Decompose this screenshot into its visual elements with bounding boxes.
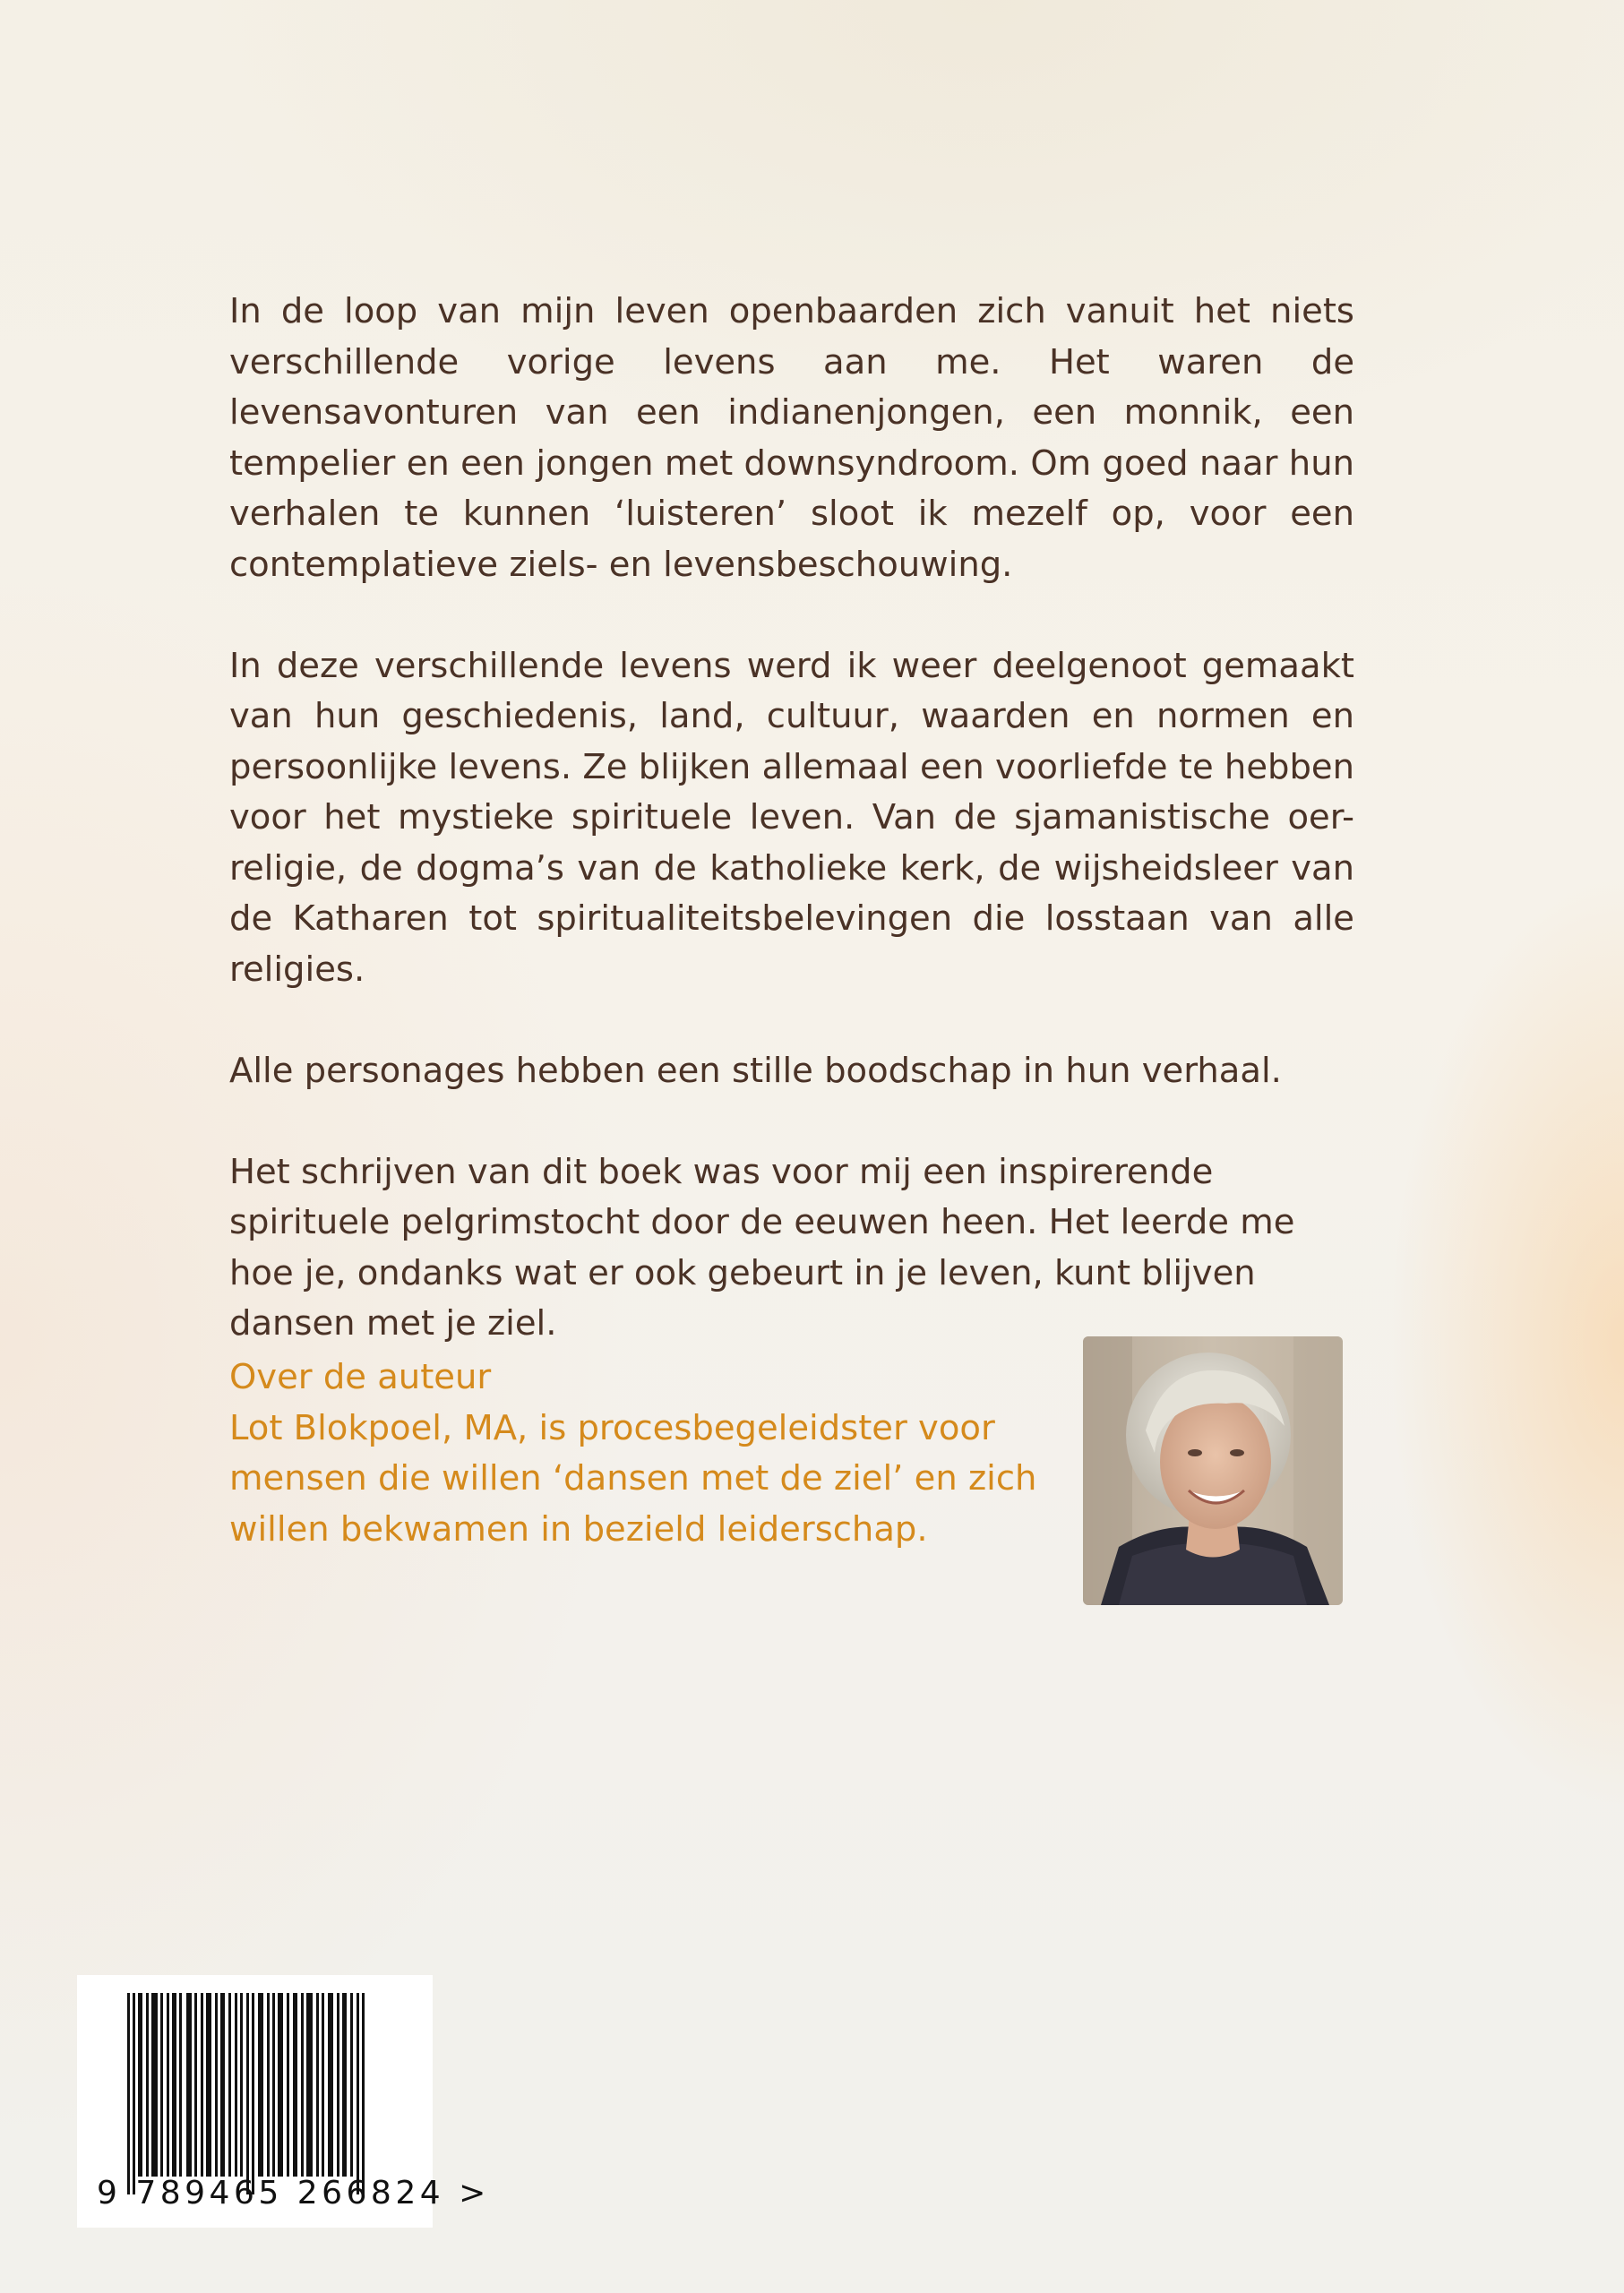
author-bio: Lot Blokpoel, MA, is procesbegeleidster voor mensen die willen ‘dansen met de ziel’ en zich willen bekwamen in bezield leiderschap. [229, 1407, 1037, 1550]
blurb-paragraph-2: In deze verschillende levens werd ik weer deelgenoot gemaakt van hun geschiedenis, land, cultuur, waarden en normen en persoonlijke levens. Ze blijken allemaal een voorliefde te hebben voor het mystieke spirituele leven. Van de sjamanistische oer-religie, de dogma’s van de katholieke kerk, de wijsheidsleer van de Katharen tot spiritualiteitsbelevingen die losstaan van alle religies. [229, 645, 1354, 990]
blurb-paragraph-4: Het schrijven van dit boek was voor mij een inspirerende spirituele pelgrimstocht door de eeuwen heen. Het leerde me hoe je, ondanks wat er ook gebeurt in je leven, kunt blijven dansen met je ziel. [229, 1151, 1295, 1344]
isbn-digits: 9 789465 266824 > [97, 2175, 490, 2211]
author-photo [1083, 1336, 1343, 1605]
blurb-paragraph-3: Alle personages hebben een stille boodschap in hun verhaal. [229, 1050, 1282, 1091]
isbn-barcode [77, 1975, 490, 2228]
back-cover-blurb [229, 287, 1354, 1400]
author-heading: Over de auteur [229, 1357, 492, 1397]
blurb-paragraph-1: In de loop van mijn leven openbaarden zich vanuit het niets verschillende vorige levens aan me. Het waren de levensavonturen van een indianenjongen, een monnik, een tempelier en een jongen met downsyndroom. Om goed naar hun verhalen te kunnen ‘luisteren’ sloot ik mezelf op, voor een contemplatieve ziels- en levensbeschouwing. [229, 291, 1354, 585]
author-section [229, 1353, 1071, 1555]
